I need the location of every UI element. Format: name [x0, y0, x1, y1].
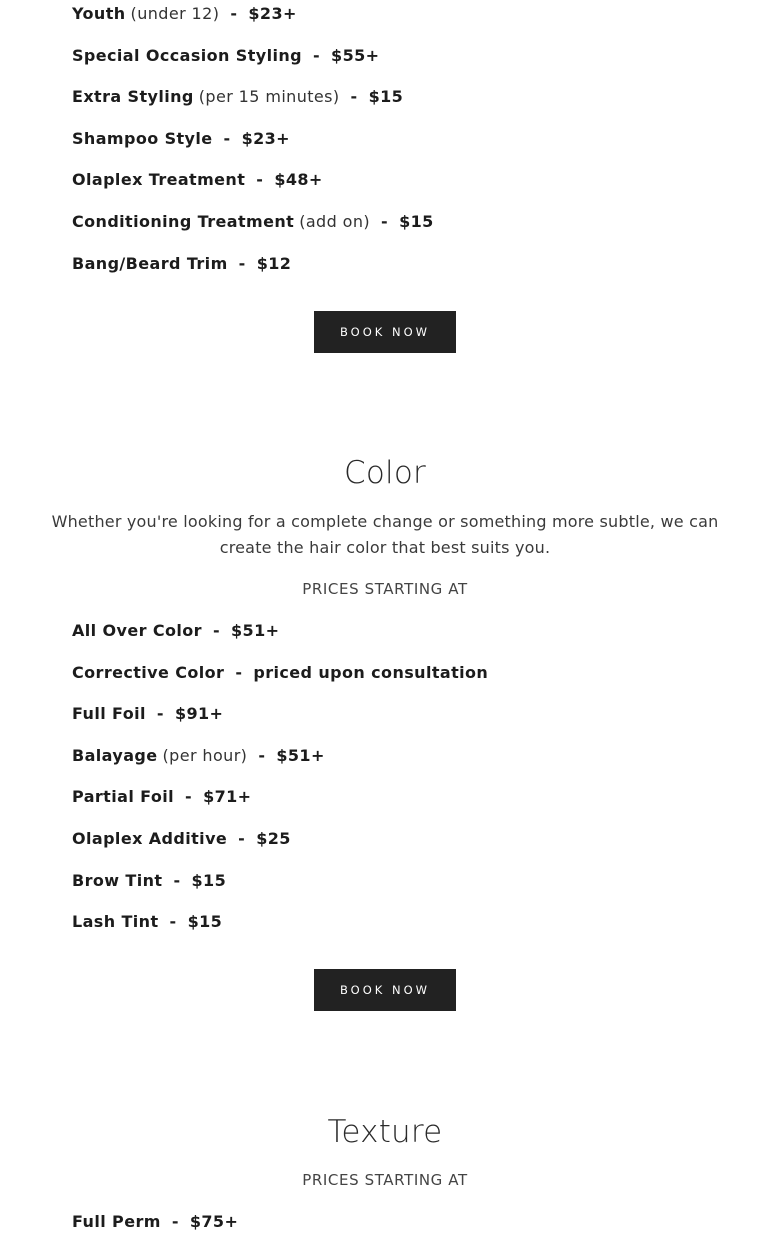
book-now-button[interactable]: BOOK NOW [314, 311, 456, 353]
price-separator: - [171, 1212, 179, 1231]
service-price: $55+ [331, 45, 380, 65]
service-note: (per 15 minutes) [198, 87, 340, 107]
service-price: $51+ [276, 745, 325, 765]
service-price: $51+ [231, 621, 280, 640]
service-name: Full Perm [72, 1212, 161, 1231]
service-name: Brow Tint [72, 870, 163, 890]
price-separator: - [169, 912, 177, 932]
section-title-texture: Texture [327, 1114, 443, 1150]
service-price: priced upon consultation [253, 662, 489, 682]
service-name: Partial Foil [72, 787, 175, 807]
service-item [72, 825, 488, 867]
section-title-color: Color [344, 455, 426, 491]
price-separator: - [223, 128, 231, 148]
price-separator: - [156, 704, 164, 724]
price-separator: - [235, 662, 243, 682]
service-name: Special Occasion Styling [72, 45, 302, 65]
service-item [72, 617, 488, 659]
service-price: $15 [368, 87, 404, 107]
service-item [72, 742, 488, 784]
service-item [72, 208, 434, 250]
price-separator: - [350, 87, 358, 107]
service-item [72, 908, 488, 950]
color-service-list [72, 617, 488, 950]
service-item [72, 867, 488, 909]
service-name: Full Foil [72, 704, 146, 724]
price-separator: - [256, 170, 264, 190]
service-price: $15 [187, 912, 223, 932]
service-note: (under 12) [130, 4, 220, 23]
service-name: Balayage [72, 745, 158, 765]
service-note: (add on) [299, 211, 371, 231]
service-price: $12 [256, 253, 292, 273]
service-item [72, 42, 434, 84]
service-name: Shampoo Style [72, 128, 213, 148]
price-separator: - [238, 828, 246, 848]
service-item [72, 659, 488, 701]
service-price: $71+ [203, 787, 252, 807]
service-name: Bang/Beard Trim [72, 253, 228, 273]
service-price: $15 [399, 211, 434, 231]
price-separator: - [212, 621, 221, 640]
service-item [72, 166, 434, 208]
service-price: $25 [256, 828, 291, 848]
price-separator: - [230, 4, 238, 23]
service-name: Lash Tint [72, 912, 159, 932]
section-description: Whether you're looking for a complete change or something more subtle, we can create the hair color that best suits you. [51, 512, 719, 557]
price-separator: - [173, 870, 181, 890]
service-name: Youth [72, 4, 126, 23]
service-item [72, 700, 488, 742]
service-item [72, 83, 434, 125]
styling-service-list [72, 0, 434, 291]
price-separator: - [258, 745, 266, 765]
service-price: $23+ [241, 128, 290, 148]
service-item [72, 125, 434, 167]
prices-starting-label: PRICES STARTING AT [302, 580, 468, 598]
service-note: (per hour) [162, 745, 248, 765]
price-separator: - [185, 787, 193, 807]
service-name: Olaplex Additive [72, 828, 228, 848]
service-item [72, 250, 434, 292]
price-separator: - [238, 253, 246, 273]
prices-starting-label: PRICES STARTING AT [302, 1171, 468, 1189]
service-name: All Over Color [72, 621, 202, 640]
book-now-button[interactable]: BOOK NOW [314, 969, 456, 1011]
service-name: Conditioning Treatment [72, 211, 295, 231]
price-separator: - [381, 211, 389, 231]
service-price: $15 [191, 870, 227, 890]
price-separator: - [313, 45, 321, 65]
service-name: Corrective Color [72, 662, 225, 682]
service-item [72, 0, 434, 42]
service-price: $48+ [274, 170, 323, 190]
service-price: $75+ [189, 1212, 239, 1231]
service-price: $91+ [174, 704, 224, 724]
service-name: Olaplex Treatment [72, 170, 246, 190]
service-item [72, 783, 488, 825]
service-price: $23+ [248, 4, 297, 23]
service-name: Extra Styling [72, 87, 194, 107]
